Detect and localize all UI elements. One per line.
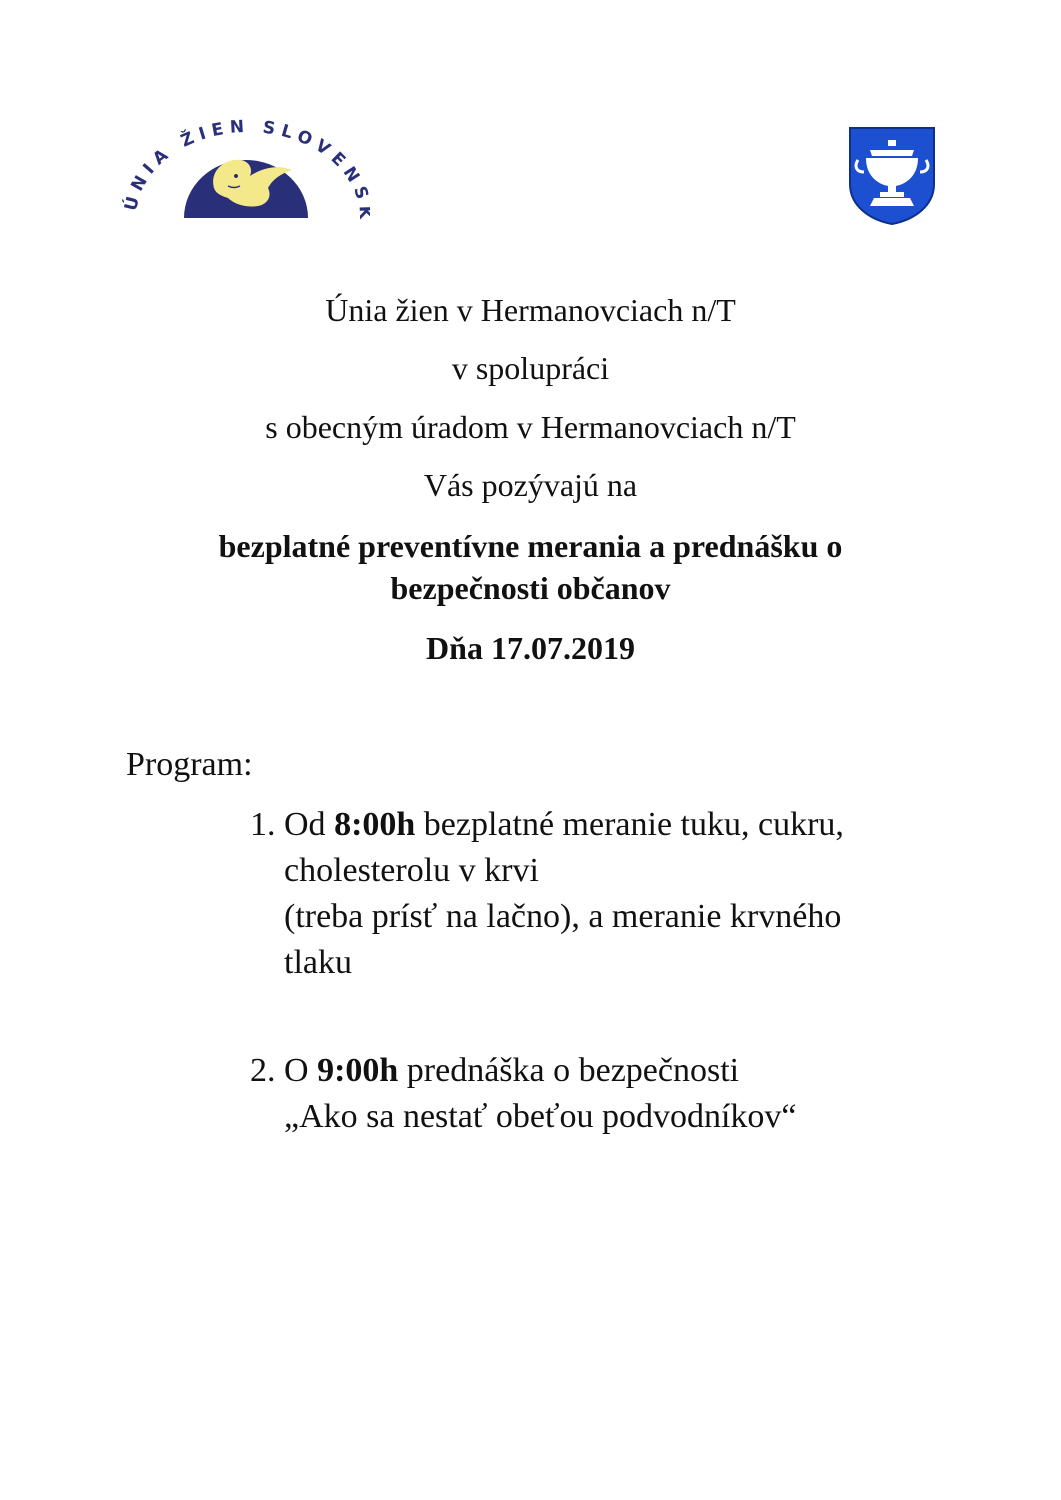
event-title-line-2: bezpečnosti občanov [390, 570, 671, 606]
organizer-line: Únia žien v Hermanovciach n/T [325, 292, 736, 328]
item-prefix: Od [284, 806, 326, 843]
event-date: Dňa 17.07.2019 [426, 630, 635, 666]
item-prefix: O [284, 1052, 309, 1089]
invite-line: Vás pozývajú na [423, 467, 638, 503]
program-label: Program: [126, 746, 253, 783]
coat-of-arms-chalice-icon [848, 126, 936, 226]
item-number: 2. [250, 1052, 276, 1089]
cooperation-line: v spolupráci [451, 350, 610, 386]
item-text: (treba prísť na lačno), a meranie krvného [284, 898, 842, 935]
union-of-women-logo-icon [122, 118, 370, 230]
item-time: 9:00h [317, 1052, 399, 1089]
item-text: prednáška o bezpečnosti [406, 1052, 740, 1089]
item-time: 8:00h [334, 806, 416, 843]
item-text: bezplatné meranie tuku, cukru, [423, 806, 844, 843]
item-text: „Ako sa nestať obeťou podvodníkov“ [284, 1098, 797, 1135]
item-text: cholesterolu v krvi [284, 852, 539, 889]
office-line: s obecným úradom v Hermanovciach n/T [265, 409, 796, 445]
event-title-line-1: bezplatné preventívne merania a prednášku o [218, 528, 843, 564]
item-text: tlaku [284, 944, 352, 981]
logo-arc-text: ÚNIA ŽIEN SLOVEN [122, 118, 367, 213]
item-number: 1. [250, 806, 276, 843]
